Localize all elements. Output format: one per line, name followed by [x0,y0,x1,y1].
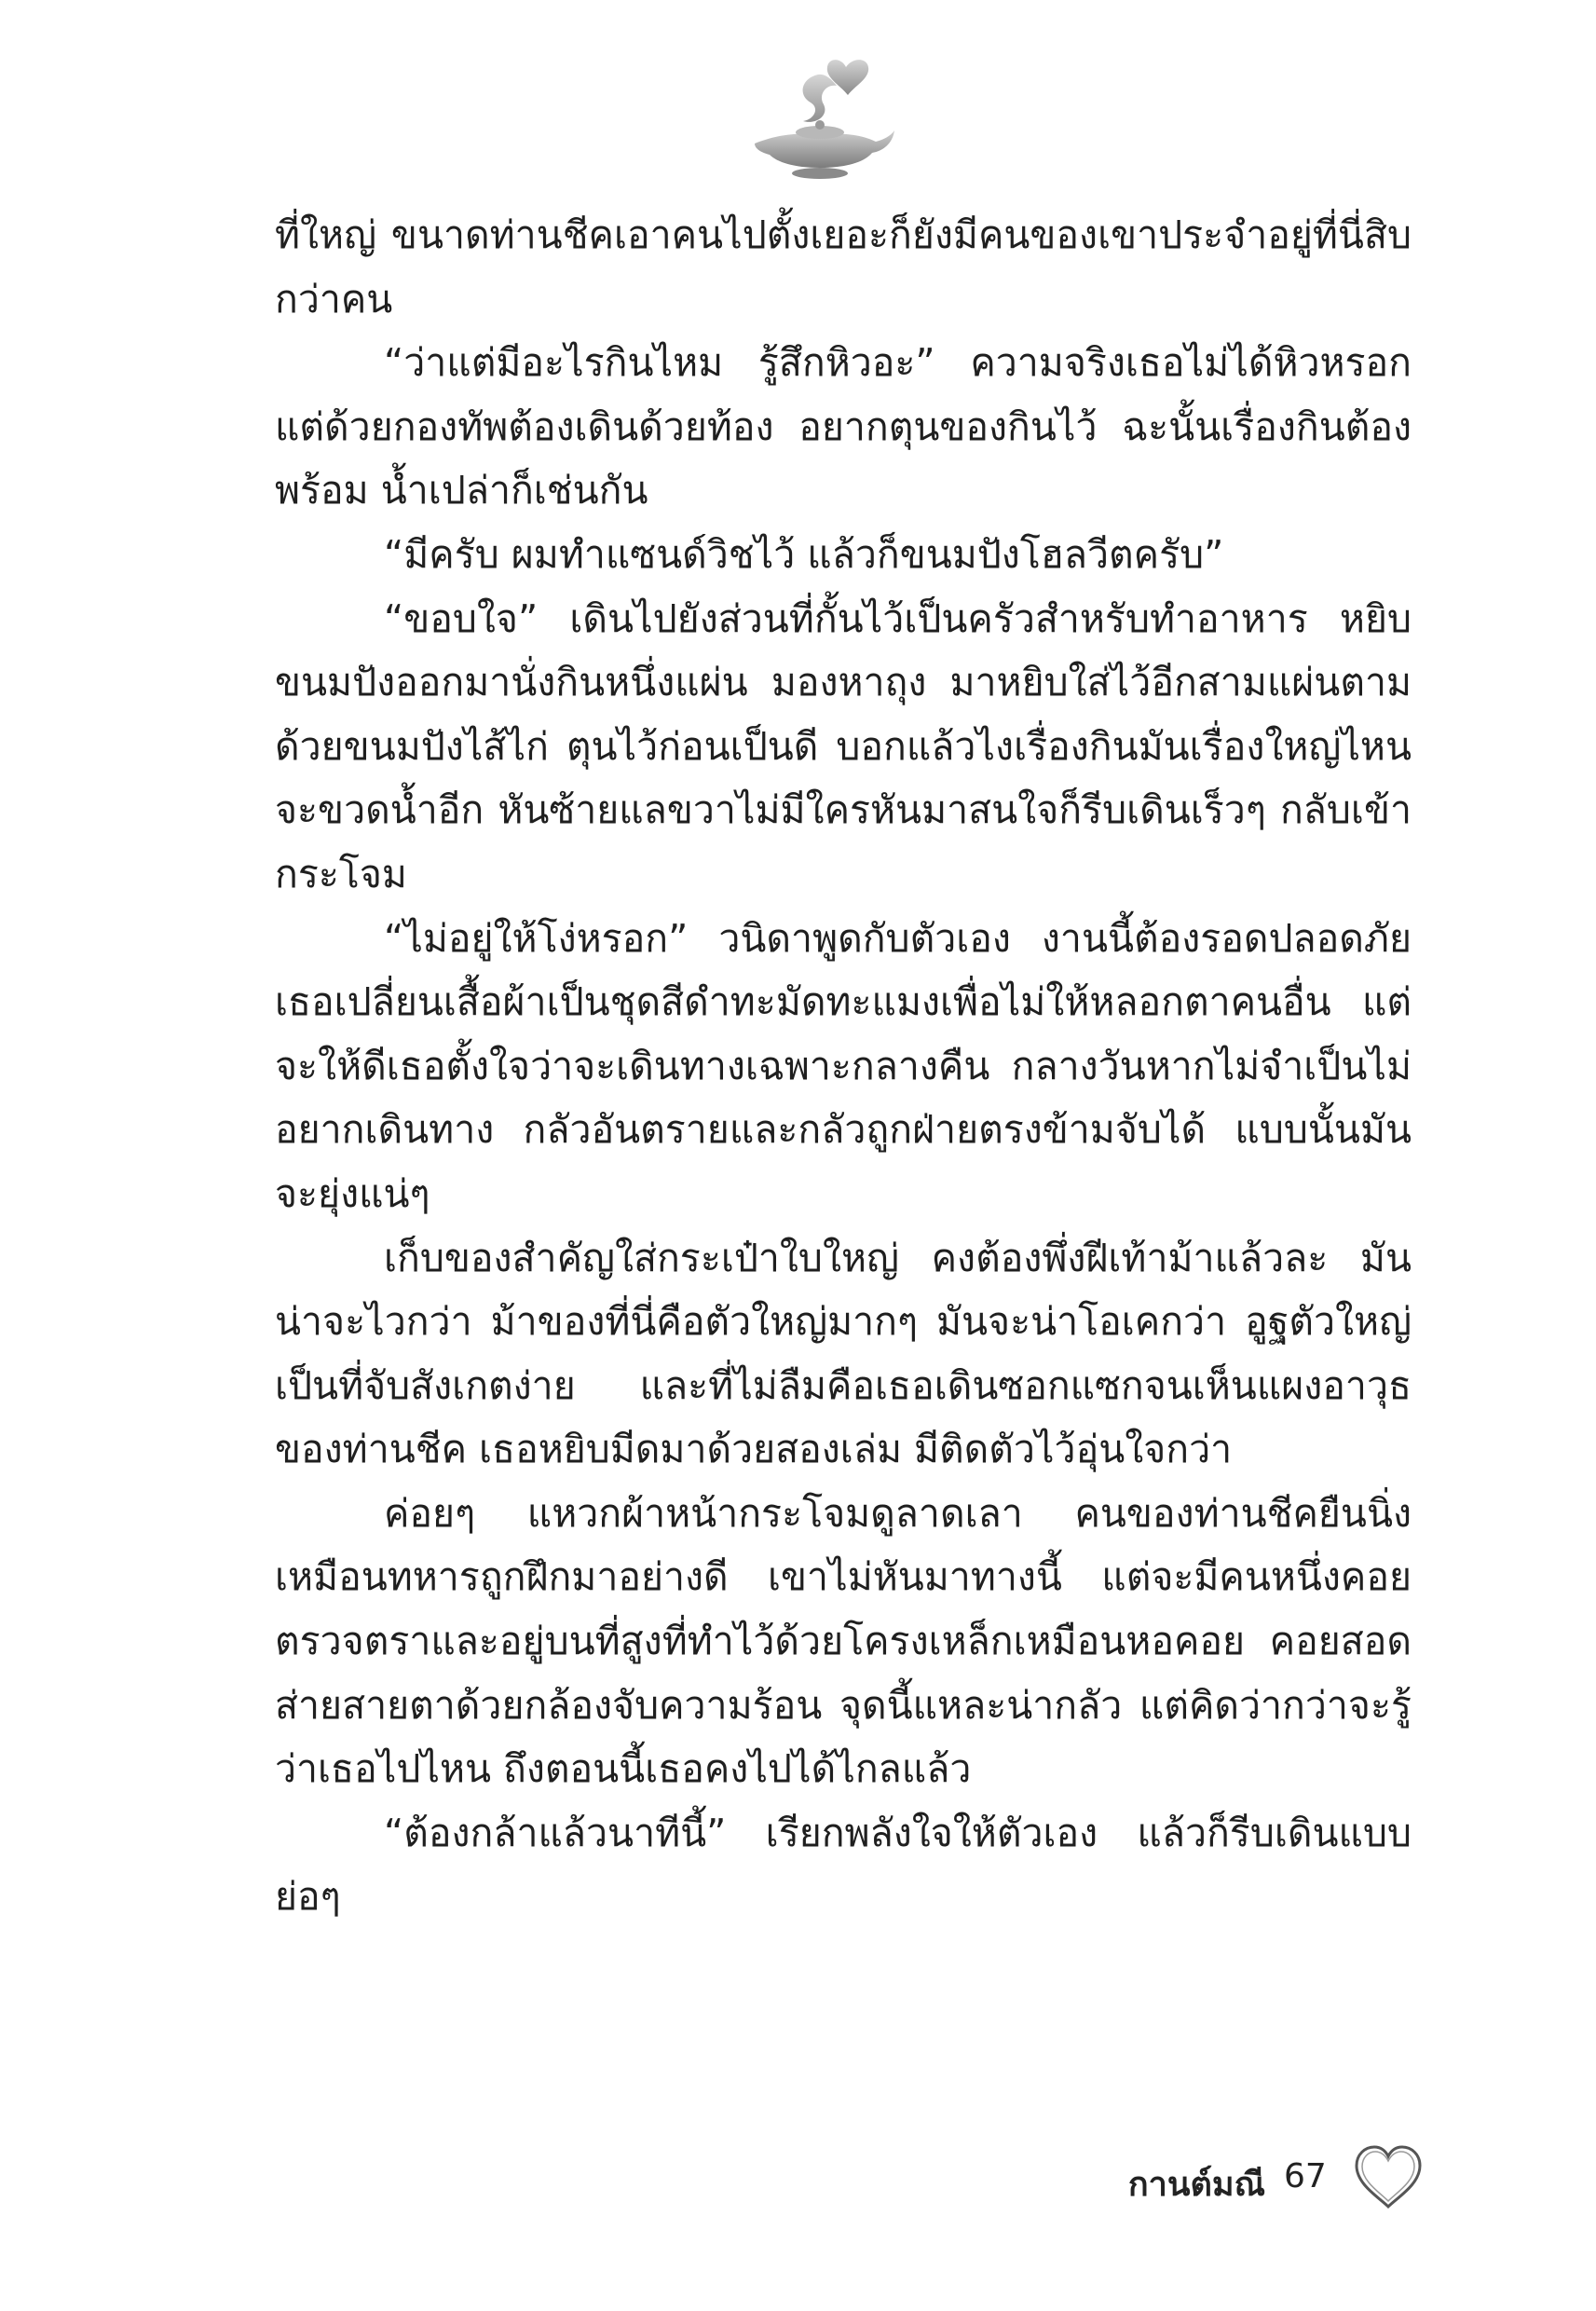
heart-outline-icon [1351,2141,1425,2214]
paragraph-7: ค่อยๆ แหวกผ้าหน้ากระโจมดูลาดเลา คนของท่านชีคยืนนิ่งเหมือนทหารถูกฝึกมาอย่างดี เขาไม่หันมาทางนี้ แต่จะมีคนหนึ่งคอยตรวจตราและอยู่บนที่สูงที่ทำไว้ด้วยโครงเหล็กเหมือนหอคอย คอยสอดส่ายสายตาด้วยกล้องจับความร้อน จุดนี้แหละน่ากลัว แต่คิดว่ากว่าจะรู้ว่าเธอไปไหน ถึงตอนนี้เธอคงไปได้ไกลแล้ว [275,1490,1412,1792]
paragraph-2: “ว่าแต่มีอะไรกินไหม รู้สึกหิวอะ” ความจริงเธอไม่ได้หิวหรอก แต่ด้วยกองทัพต้องเดินด้วยท้อง อยากตุนของกินไว้ ฉะนั้นเรื่องกินต้องพร้อม น้ำเปล่าก็เช่นกัน [275,340,1412,513]
paragraph-1: ที่ใหญ่ ขนาดท่านชีคเอาคนไปตั้งเยอะก็ยังมีคนของเขาประจำอยู่ที่นี่สิบกว่าคน [275,212,1412,321]
page-footer [0,2134,1596,2236]
paragraph-6: เก็บของสำคัญใส่กระเป๋าใบใหญ่ คงต้องพึ่งฝีเท้าม้าแล้วละ มันน่าจะไวกว่า ม้าของที่นี่คือตัวใหญ่มากๆ มันจะน่าโอเคกว่า อูฐตัวใหญ่เป็นที่จับสังเกตง่าย และที่ไม่ลืมคือเธอเดินซอกแซกจนเห็นแผงอาวุธของท่านชีค เธอหยิบมีดมาด้วยสองเล่ม มีติดตัวไว้อุ่นใจกว่า [275,1235,1412,1472]
paragraph-3: “มีครับ ผมทำแซนด์วิชไว้ แล้วก็ขนมปังโฮลวีตครับ” [384,531,1224,577]
paragraph-4: “ขอบใจ” เดินไปยังส่วนที่กั้นไว้เป็นครัวสำหรับทำอาหาร หยิบขนมปังออกมานั่งกินหนึ่งแผ่น มองหาถุง มาหยิบใส่ไว้อีกสามแผ่นตามด้วยขนมปังไส้ไก่ ตุนไว้ก่อนเป็นดี บอกแล้วไงเรื่องกินมันเรื่องใหญ่ไหนจะขวดน้ำอีก หันซ้ายแลขวาไม่มีใครหันมาสนใจก็รีบเดินเร็วๆ กลับเข้ากระโจม [275,595,1412,896]
paragraph-8: “ต้องกล้าแล้วนาทีนี้” เรียกพลังใจให้ตัวเอง แล้วก็รีบเดินแบบย่อๆ [275,1810,1412,1920]
story-text [275,203,1412,1929]
book-title: กานต์มณี [1127,2166,1265,2204]
paragraph-5: “ไม่อยู่ให้โง่หรอก” วนิดาพูดกับตัวเอง งานนี้ต้องรอดปลอดภัย เธอเปลี่ยนเสื้อผ้าเป็นชุดสีดำทะมัดทะแมงเพื่อไม่ให้หลอกตาคนอื่น แต่จะให้ดีเธอตั้งใจว่าจะเดินทางเฉพาะกลางคืน กลางวันหากไม่จำเป็นไม่อยากเดินทาง กลัวอันตรายและกลัวถูกฝ่ายตรงข้ามจับได้ แบบนั้นมันจะยุ่งแน่ๆ [275,915,1412,1216]
genie-lamp-heart-icon [736,47,904,186]
page-number: 67 [1284,2157,1327,2195]
